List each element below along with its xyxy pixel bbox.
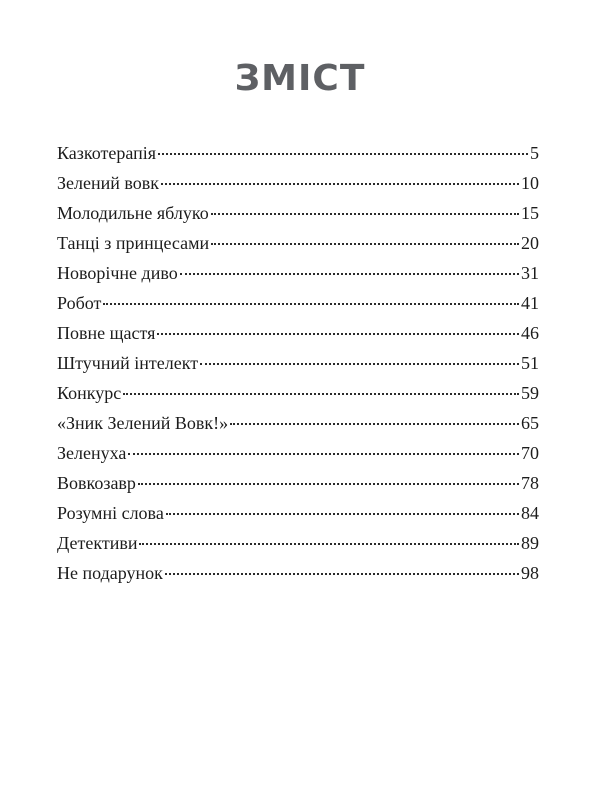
toc-entry-title: Новорічне диво — [57, 263, 178, 283]
page-title: ЗМІСТ — [234, 58, 366, 99]
toc-entry-title: Казкотерапія — [57, 143, 156, 163]
dot-leader — [165, 573, 519, 575]
toc-entry-page: 84 — [521, 503, 539, 523]
dot-leader — [158, 153, 528, 155]
dot-leader — [138, 483, 519, 485]
toc-entry[interactable] — [57, 353, 539, 383]
dot-leader — [211, 213, 519, 215]
dot-leader — [139, 543, 519, 545]
toc-entry-page: 20 — [521, 233, 539, 253]
toc-entry-page: 98 — [521, 563, 539, 583]
toc-entry-title: Зелений вовк — [57, 173, 159, 193]
toc-entry-page: 78 — [521, 473, 539, 493]
toc-entry[interactable] — [57, 143, 539, 173]
toc-entry-page: 51 — [521, 353, 539, 373]
toc-entry-page: 89 — [521, 533, 539, 553]
toc-entry-title: Не подарунок — [57, 563, 163, 583]
dot-leader — [166, 513, 519, 515]
toc-entry-title: Зеленуха — [57, 443, 127, 463]
dot-leader — [211, 243, 519, 245]
dot-leader — [123, 393, 519, 395]
toc-entry[interactable] — [57, 563, 539, 593]
toc-entry-title: Вовкозавр — [57, 473, 136, 493]
toc-entry-title: Конкурс — [57, 383, 122, 403]
toc-entry-page: 65 — [521, 413, 539, 433]
toc-entry[interactable] — [57, 383, 539, 413]
toc-entry[interactable] — [57, 413, 539, 443]
dot-leader — [103, 303, 519, 305]
toc-entry-title: Детективи — [57, 533, 138, 553]
toc-entry-page: 31 — [521, 263, 539, 283]
toc-entry[interactable] — [57, 293, 539, 323]
toc-entry-title: «Зник Зелений Вовк!» — [57, 413, 229, 433]
toc-entry-page: 15 — [521, 203, 539, 223]
dot-leader — [128, 453, 519, 455]
toc-entry[interactable] — [57, 533, 539, 563]
toc-entry-page: 10 — [521, 173, 539, 193]
toc-entry[interactable] — [57, 473, 539, 503]
toc-entry[interactable] — [57, 173, 539, 203]
dot-leader — [180, 273, 519, 275]
toc-entry-page: 46 — [521, 323, 539, 343]
table-of-contents — [57, 143, 539, 593]
toc-entry[interactable] — [57, 443, 539, 473]
dot-leader — [200, 363, 519, 365]
toc-entry[interactable] — [57, 323, 539, 353]
toc-entry[interactable] — [57, 263, 539, 293]
dot-leader — [161, 183, 519, 185]
toc-entry-title: Робот — [57, 293, 102, 313]
toc-entry-page: 41 — [521, 293, 539, 313]
toc-entry[interactable] — [57, 203, 539, 233]
toc-entry-page: 59 — [521, 383, 539, 403]
toc-entry-title: Розумні слова — [57, 503, 164, 523]
toc-entry-page: 70 — [521, 443, 539, 463]
dot-leader — [230, 423, 519, 425]
toc-entry-title: Молодильне яблуко — [57, 203, 209, 223]
toc-entry-page: 5 — [530, 143, 539, 163]
dot-leader — [157, 333, 519, 335]
toc-entry-title: Танці з принцесами — [57, 233, 210, 253]
toc-entry-title: Штучний інтелект — [57, 353, 199, 373]
toc-entry-title: Повне щастя — [57, 323, 156, 343]
toc-entry[interactable] — [57, 503, 539, 533]
toc-entry[interactable] — [57, 233, 539, 263]
